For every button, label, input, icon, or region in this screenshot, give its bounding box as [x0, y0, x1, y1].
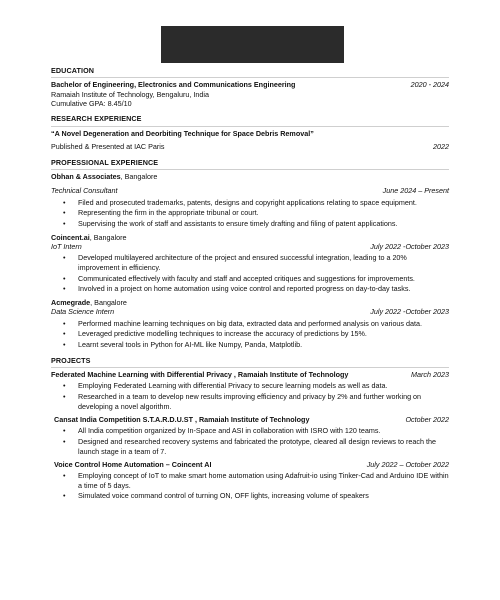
- project-bullets: [51, 471, 449, 501]
- education-heading: EDUCATION: [51, 66, 449, 78]
- list-item: • Representing the firm in the appropriate tribunal or court.: [51, 208, 449, 217]
- research-section: [51, 114, 449, 151]
- list-item: • Supervising the work of staff and assistants to ensure timely drafting and filing of patent applications.: [51, 219, 449, 228]
- list-item: • Involved in a project on home automation using voice control and reported progress on day-to-day tasks.: [51, 284, 449, 293]
- project-entry: [51, 370, 449, 411]
- degree: Bachelor of Engineering, Electronics and Communications Engineering: [51, 80, 296, 90]
- job-dates: July 2022 -October 2023: [370, 307, 449, 317]
- list-item: • Performed machine learning techniques on big data, extracted data and performed analysis on various data.: [51, 319, 449, 328]
- job-role: Technical Consultant: [51, 186, 118, 196]
- research-title: “A Novel Degeneration and Deorbiting Technique for Space Debris Removal”: [51, 128, 314, 138]
- project-dates: March 2023: [411, 369, 449, 379]
- list-item: • Researched in a team to develop new results improving efficiency and privacy by 2% and further working on developing a novel algorithm.: [51, 392, 449, 411]
- research-year: 2022: [433, 142, 449, 152]
- redacted-name-block: [161, 26, 344, 63]
- job-entry: [51, 298, 449, 350]
- job-role: IoT Intern: [51, 242, 82, 252]
- project-bullets: [51, 381, 449, 411]
- project-bullets: [51, 426, 449, 456]
- education-section: [51, 66, 449, 108]
- project-title: Cansat India Competition S.T.A.R.D.U.ST , Ramaiah Institute of Technology: [54, 414, 310, 424]
- job-dates: June 2024 – Present: [382, 186, 449, 196]
- gpa: Cumulative GPA: 8.45/10: [51, 99, 132, 109]
- job-entry: [51, 172, 449, 229]
- list-item: • Employing concept of IoT to make smart home automation using Adafruit-io using Tinker-Cad and Arduino IDE within a time of 5 days.: [51, 471, 449, 490]
- education-dates: 2020 - 2024: [410, 80, 449, 90]
- list-item: • Learnt several tools in Python for AI-ML like Numpy, Panda, Matplotlib.: [51, 340, 449, 349]
- list-item: • All India competition organized by In-Space and ASI in collaboration with ISRO with 120 teams.: [51, 426, 449, 435]
- list-item: • Simulated voice command control of turning ON, OFF lights, increasing volume of speakers: [51, 491, 449, 500]
- job-company: Coincent.ai: [51, 232, 90, 242]
- list-item: • Communicated effectively with faculty and staff and accepted critiques and suggestions for improvements.: [51, 274, 449, 283]
- job-bullets: [51, 253, 449, 293]
- resume-document: [51, 66, 449, 507]
- job-role: Data Science Intern: [51, 307, 115, 317]
- project-entry: [51, 460, 449, 501]
- project-dates: July 2022 – October 2022: [366, 459, 449, 469]
- job-location: , Bangalore: [90, 297, 127, 307]
- job-bullets: [51, 198, 449, 229]
- experience-section: [51, 158, 449, 350]
- list-item: • Leveraged predictive modelling techniques to increase the accuracy of predictions by 15%.: [51, 329, 449, 338]
- job-location: , Bangalore: [120, 171, 158, 181]
- project-entry: [51, 415, 449, 456]
- experience-heading: PROFESSIONAL EXPERIENCE: [51, 158, 449, 170]
- project-title: Voice Control Home Automation – Coincent AI: [54, 459, 212, 469]
- list-item: • Employing Federated Learning with differential Privacy to secure learning models as well as data.: [51, 381, 449, 390]
- projects-heading: PROJECTS: [51, 356, 449, 368]
- research-venue: Published & Presented at IAC Paris: [51, 142, 165, 152]
- project-dates: October 2022: [405, 414, 449, 424]
- projects-section: [51, 356, 449, 501]
- list-item: • Developed multilayered architecture of the project and ensured successful integration, leading to a 20% improvement in efficiency.: [51, 253, 449, 272]
- job-company: Obhan & Associates: [51, 171, 121, 181]
- job-entry: [51, 233, 449, 294]
- project-title: Federated Machine Learning with Differential Privacy , Ramaiah Institute of Technology: [51, 369, 349, 379]
- job-bullets: [51, 319, 449, 350]
- job-company: Acmegrade: [51, 297, 91, 307]
- list-item: • Filed and prosecuted trademarks, patents, designs and copyright applications relating to space equipment.: [51, 198, 449, 207]
- job-dates: July 2022 -October 2023: [370, 242, 449, 252]
- list-item: • Designed and researched recovery systems and fabricated the prototype, cleared all design reviews to reach the launch stage in a team of 7.: [51, 437, 449, 456]
- institution: Ramaiah Institute of Technology, Bengaluru, India: [51, 89, 209, 99]
- job-location: , Bangalore: [89, 232, 127, 242]
- research-heading: RESEARCH EXPERIENCE: [51, 114, 449, 126]
